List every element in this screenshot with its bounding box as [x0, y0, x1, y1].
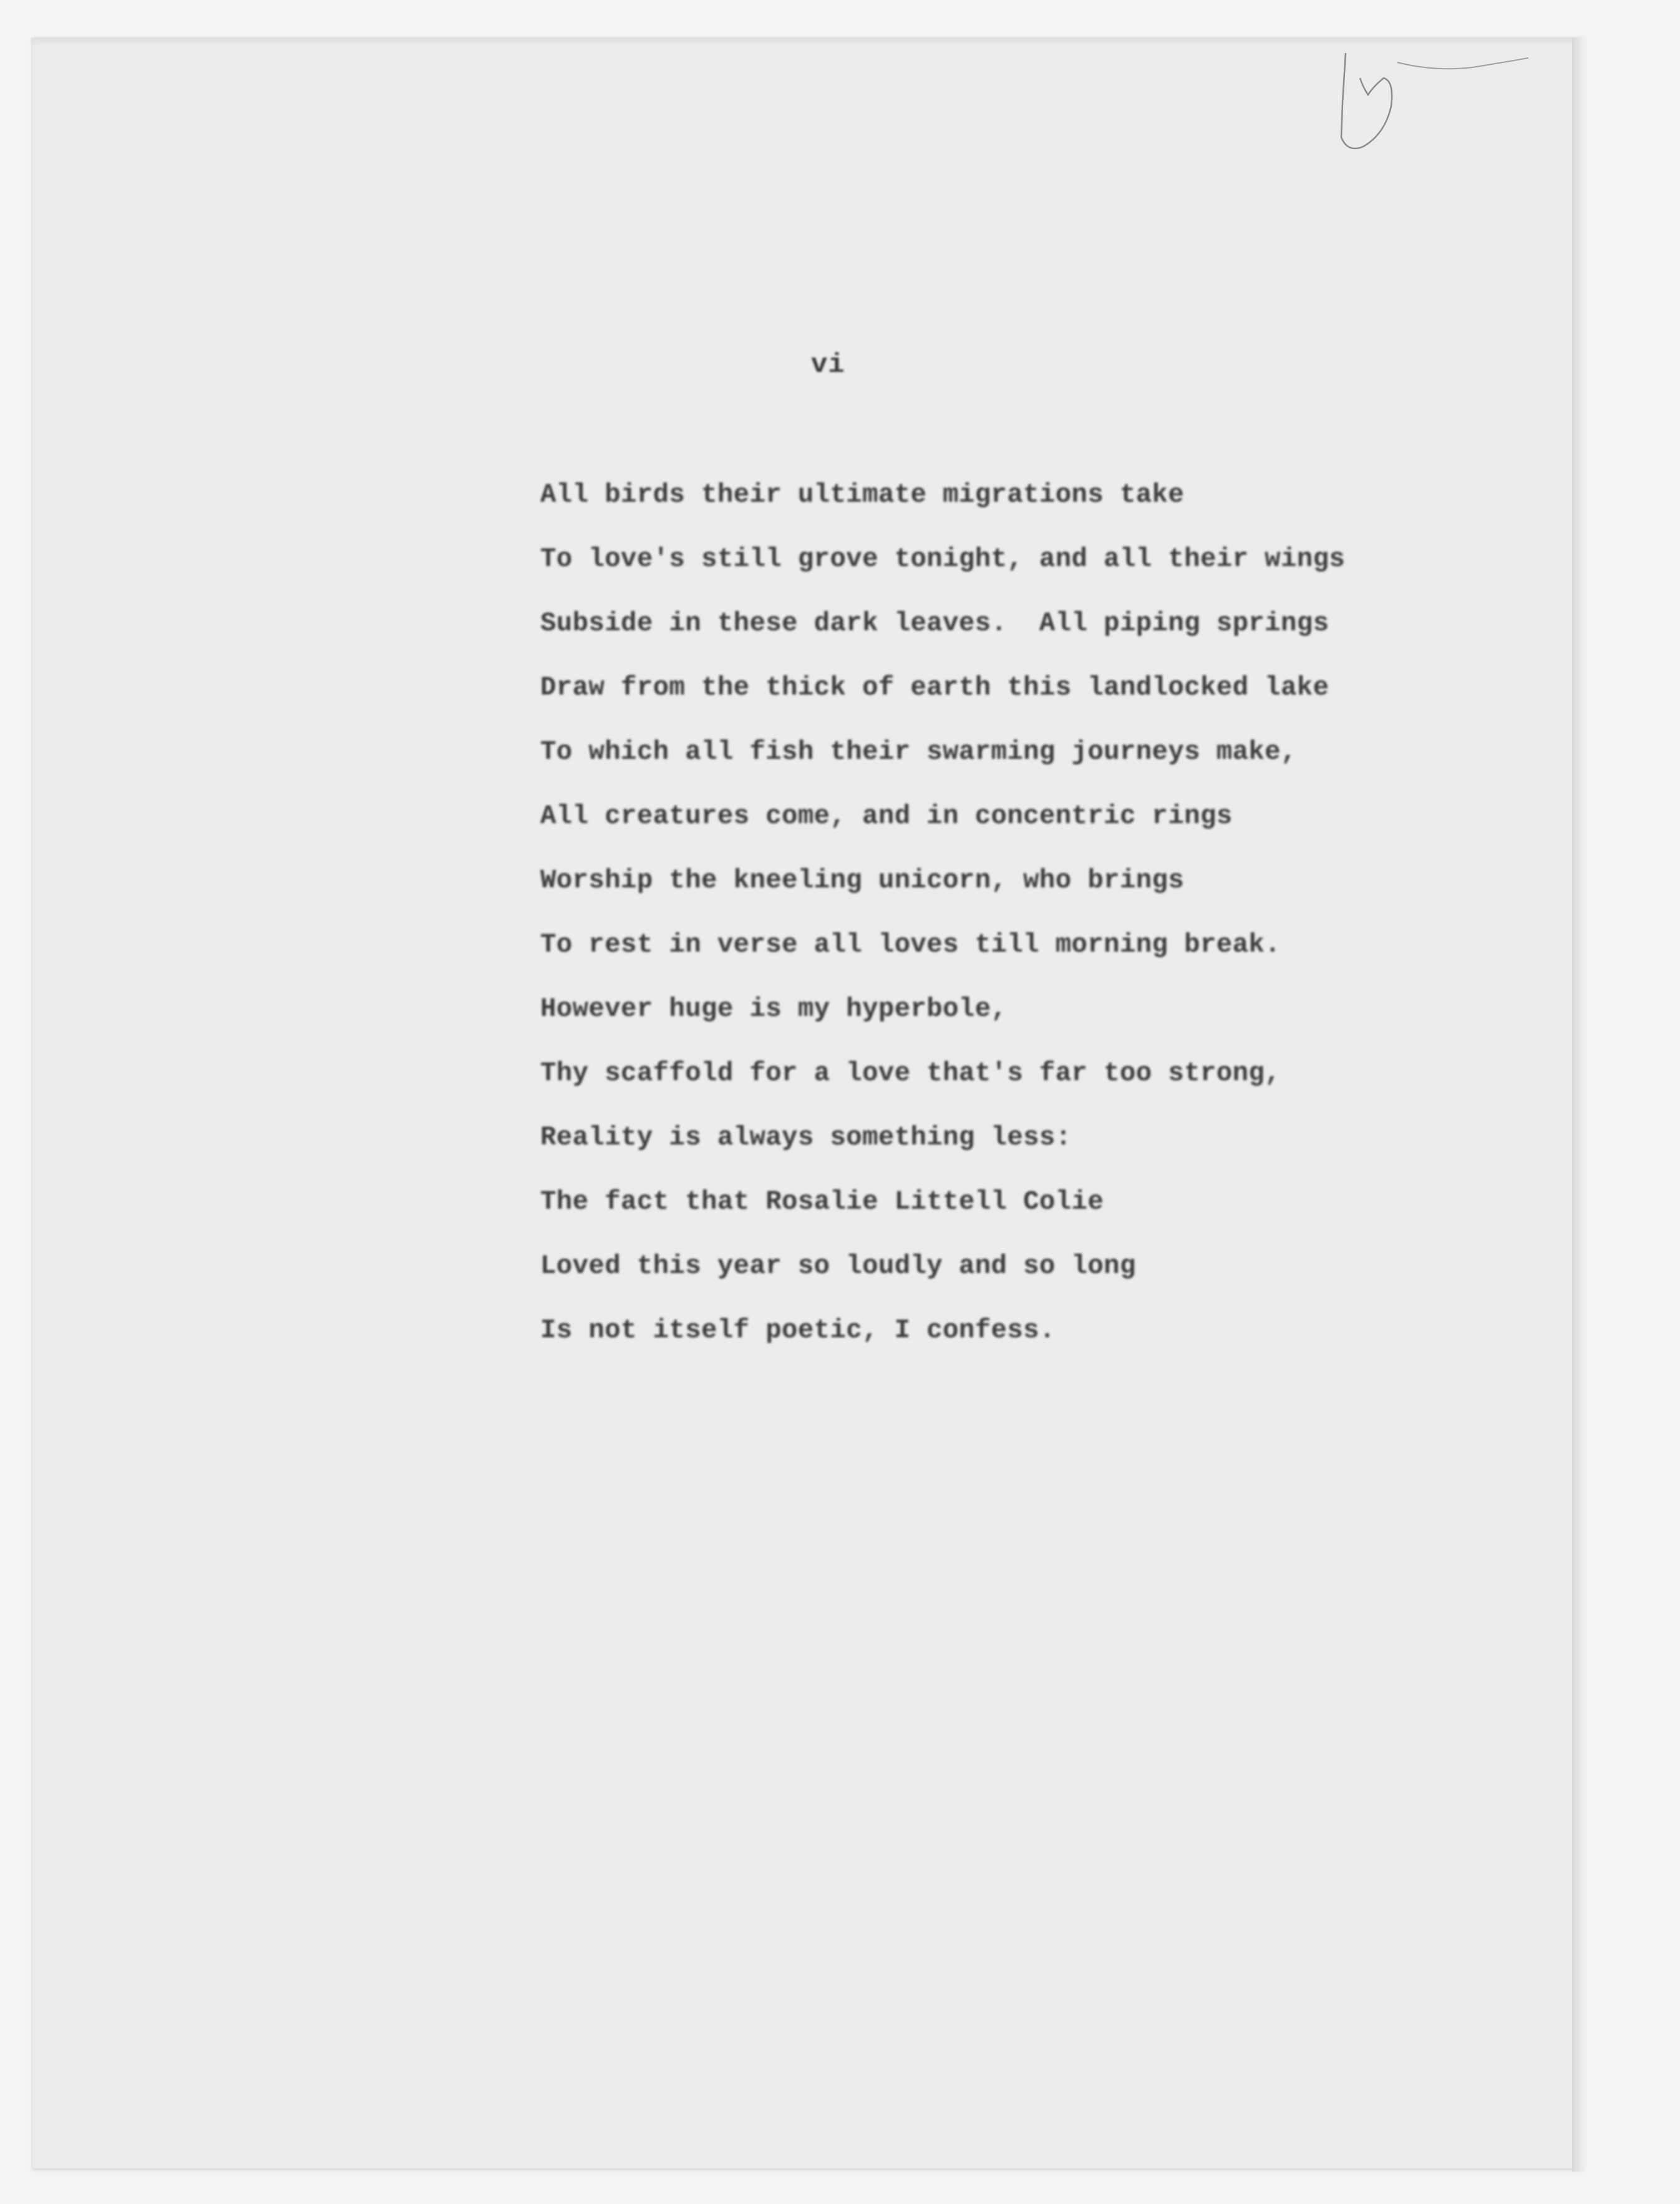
poem-line: Loved this year so loudly and so long — [540, 1251, 1136, 1281]
poem-line: To which all fish their swarming journeys make, — [540, 737, 1297, 767]
page-edge-shadow — [1572, 37, 1586, 2172]
section-number: vi — [811, 349, 845, 381]
poem-line: Worship the kneeling unicorn, who brings — [540, 866, 1185, 895]
poem-line: The fact that Rosalie Littell Colie — [540, 1187, 1104, 1217]
poem-line: All birds their ultimate migrations take — [540, 480, 1185, 510]
poem-line: Is not itself poetic, I confess. — [540, 1315, 1056, 1345]
poem-line: Subside in these dark leaves. All piping springs — [540, 608, 1329, 638]
poem-line: Reality is always something less: — [540, 1123, 1072, 1153]
poem-line: Draw from the thick of earth this landlocked lake — [540, 673, 1329, 703]
poem — [540, 475, 1345, 1375]
poem-line: However huge is my hyperbole, — [540, 994, 1008, 1024]
poem-line: All creatures come, and in concentric rings — [540, 801, 1233, 831]
handwritten-page-mark — [1329, 44, 1528, 168]
poem-line: Thy scaffold for a love that's far too strong, — [540, 1058, 1281, 1088]
poem-line: To love's still grove tonight, and all their wings — [540, 544, 1346, 574]
poem-line: To rest in verse all loves till morning break. — [540, 930, 1281, 960]
